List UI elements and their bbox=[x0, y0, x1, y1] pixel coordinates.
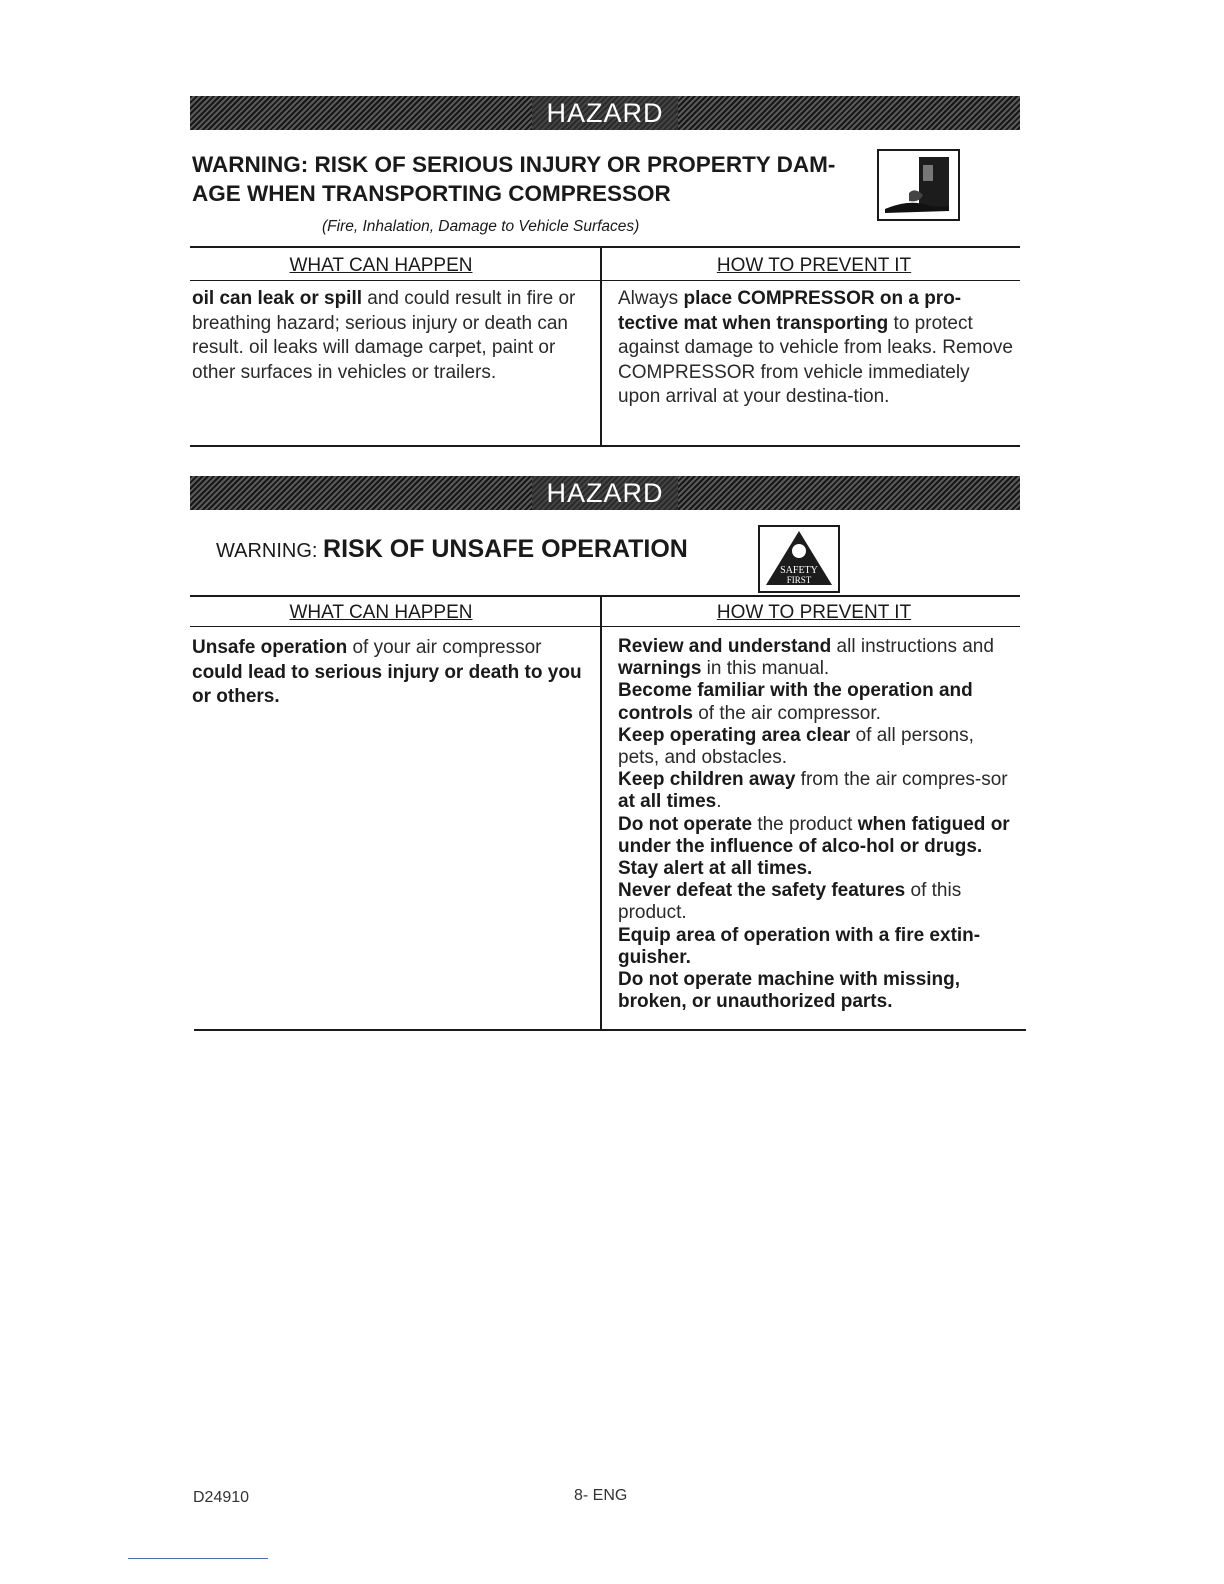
safety-icon-text-2: FIRST bbox=[786, 575, 812, 585]
table-top-rule bbox=[190, 246, 1020, 248]
prevent-bold: place COMPRESSOR on a pro-tective mat when transporting bbox=[618, 288, 962, 334]
prevent-bold-2: at all times bbox=[618, 791, 717, 813]
what-can-happen-header: WHAT CAN HAPPEN bbox=[289, 255, 473, 276]
how-to-prevent-header: HOW TO PREVENT IT bbox=[716, 602, 912, 623]
how-to-prevent-header: HOW TO PREVENT IT bbox=[716, 255, 912, 276]
column-divider bbox=[600, 246, 602, 445]
safety-icon-text-1: SAFETY bbox=[780, 565, 818, 576]
prevent-bold-2: when fatigued or under the influence of alco-hol or drugs. Stay alert at all times. bbox=[618, 813, 1010, 880]
prevent-item bbox=[618, 880, 1016, 924]
document-id: D24910 bbox=[193, 1489, 250, 1506]
bottom-rule bbox=[128, 1558, 268, 1559]
happen-bold-2: could lead to serious injury or death to you or others. bbox=[192, 661, 582, 707]
how-to-prevent-list bbox=[618, 636, 1016, 1013]
prevent-text-2: in this manual. bbox=[701, 658, 830, 680]
prevent-text-2: . bbox=[716, 791, 722, 813]
prevent-bold: Never defeat the safety features bbox=[618, 880, 906, 902]
warning-heading-2 bbox=[216, 535, 688, 566]
hazard-banner-2 bbox=[190, 476, 1020, 510]
prevent-item bbox=[618, 725, 1016, 769]
prevent-bold: Keep children away bbox=[618, 769, 796, 791]
prevent-text: of this product. bbox=[618, 880, 962, 924]
prevent-bold-2: warnings bbox=[618, 658, 702, 680]
table-bottom-rule bbox=[190, 445, 1020, 447]
warning-line-1: WARNING: RISK OF SERIOUS INJURY OR PROPERTY DAM- bbox=[192, 152, 836, 177]
prevent-bold: Equip area of operation with a fire extin-guisher. bbox=[618, 924, 981, 968]
oil-leak-icon bbox=[877, 149, 960, 221]
prevent-bold: Review and understand bbox=[618, 636, 832, 657]
prevent-item bbox=[618, 636, 1016, 680]
prevent-bold: Keep operating area clear bbox=[618, 724, 851, 746]
prevent-item bbox=[618, 769, 1016, 813]
header-rule bbox=[190, 280, 1020, 281]
prevent-text: all instructions and bbox=[831, 636, 994, 657]
safety-first-icon bbox=[758, 525, 840, 593]
what-can-happen-text bbox=[192, 636, 584, 710]
happen-bold: Unsafe operation bbox=[192, 637, 348, 658]
page-number: 8- ENG bbox=[574, 1487, 628, 1504]
happen-text: of your air compressor bbox=[347, 637, 542, 658]
prevent-text: from the air compres-sor bbox=[795, 769, 1008, 791]
prevent-bold: Do not operate bbox=[618, 813, 753, 835]
prevent-item bbox=[618, 814, 1016, 881]
hazard-banner-label: HAZARD bbox=[532, 476, 677, 510]
warning-line-2: AGE WHEN TRANSPORTING COMPRESSOR bbox=[192, 181, 671, 206]
warning-heading-1 bbox=[192, 150, 835, 208]
prevent-item bbox=[618, 925, 1016, 969]
prevent-item bbox=[618, 680, 1016, 724]
happen-bold: oil can leak or spill bbox=[192, 288, 363, 309]
what-can-happen-header: WHAT CAN HAPPEN bbox=[289, 602, 473, 623]
prevent-pre: Always bbox=[618, 288, 684, 309]
table-top-rule bbox=[190, 595, 1020, 597]
prevent-text: the product bbox=[752, 813, 858, 835]
prevent-text: to protect against damage to vehicle from leaks. Remove COMPRESSOR from vehicle immediately upon arrival at your destina-tion. bbox=[618, 312, 1013, 407]
happen-text: and could result in fire or breathing hazard; serious injury or death can result. oil leaks will damage carpet, paint or other surfaces in vehicles or trailers. bbox=[192, 288, 576, 383]
what-can-happen-text bbox=[192, 287, 584, 385]
column-divider bbox=[600, 595, 602, 1029]
prevent-text: of all persons, pets, and obstacles. bbox=[618, 724, 974, 769]
prevent-text: of the air compressor. bbox=[692, 702, 881, 724]
how-to-prevent-text bbox=[618, 287, 1016, 410]
table-bottom-rule bbox=[194, 1029, 1026, 1031]
prevent-bold: Become familiar with the operation and controls bbox=[618, 680, 973, 724]
warning-prefix: WARNING: bbox=[216, 540, 324, 562]
hazard-banner-1 bbox=[190, 96, 1020, 130]
prevent-bold: Do not operate machine with missing, broken, or unauthorized parts. bbox=[618, 969, 961, 1013]
prevent-item bbox=[618, 969, 1016, 1013]
header-rule bbox=[190, 626, 1020, 627]
hazard-subtitle: (Fire, Inhalation, Damage to Vehicle Surfaces) bbox=[322, 218, 640, 235]
hazard-banner-label: HAZARD bbox=[532, 96, 677, 130]
warning-main: RISK OF UNSAFE OPERATION bbox=[323, 535, 688, 563]
